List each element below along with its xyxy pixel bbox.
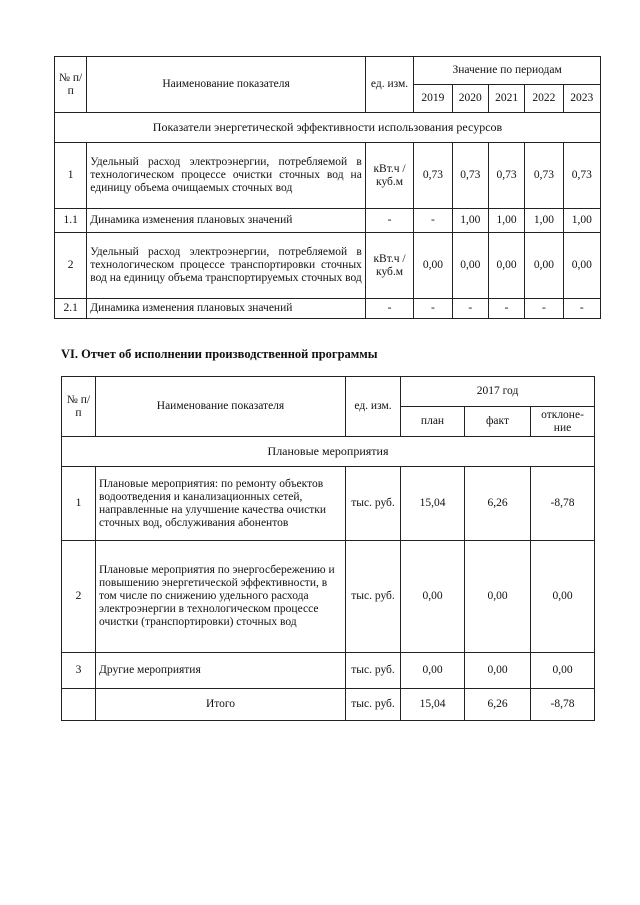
total-plan: 15,04	[401, 689, 465, 721]
row-unit: тыс. руб.	[346, 467, 401, 541]
row-value: -	[452, 299, 488, 319]
col-header-fact: факт	[465, 407, 531, 437]
table-row	[55, 299, 601, 319]
row-name: Динамика изменения плановых значений	[87, 209, 366, 233]
row-name: Динамика изменения плановых значений	[87, 299, 366, 319]
year-header: 2019	[414, 85, 452, 113]
row-unit: тыс. руб.	[346, 653, 401, 689]
row-value: 1,00	[488, 209, 524, 233]
row-fact: 6,26	[465, 467, 531, 541]
row-num: 2	[55, 233, 87, 299]
row-value: 1,00	[452, 209, 488, 233]
row-value: -	[488, 299, 524, 319]
row-value: 1,00	[525, 209, 563, 233]
total-label: Итого	[96, 689, 346, 721]
row-num: 3	[62, 653, 96, 689]
table-row	[62, 653, 595, 689]
col-header-name: Наименование показателя	[96, 377, 346, 437]
col-header-unit: ед. изм.	[346, 377, 401, 437]
energy-efficiency-table	[54, 56, 601, 319]
row-num: 1	[55, 143, 87, 209]
row-plan: 0,00	[401, 541, 465, 653]
row-name: Другие мероприятия	[96, 653, 346, 689]
row-unit: -	[365, 209, 413, 233]
year-header: 2023	[563, 85, 600, 113]
year-header: 2022	[525, 85, 563, 113]
col-header-year: 2017 год	[401, 377, 595, 407]
row-deviation: 0,00	[531, 541, 595, 653]
row-name: Удельный расход электроэнергии, потребляемой в технологическом процессе транспортировки сточных вод на единицу объема транспортируемых сточных вод	[87, 233, 366, 299]
row-value: 0,73	[525, 143, 563, 209]
row-num: 2	[62, 541, 96, 653]
table-row	[62, 467, 595, 541]
row-value: -	[414, 209, 452, 233]
row-value: 0,73	[563, 143, 600, 209]
table-row	[62, 541, 595, 653]
row-value: 0,00	[452, 233, 488, 299]
col-header-periods: Значение по периодам	[414, 57, 601, 85]
section-heading: VI. Отчет об исполнении производственной программы	[61, 347, 378, 361]
row-value: -	[563, 299, 600, 319]
row-unit: кВт.ч / куб.м	[365, 143, 413, 209]
row-deviation: -8,78	[531, 467, 595, 541]
row-value: 0,00	[563, 233, 600, 299]
col-header-num: № п/п	[62, 377, 96, 437]
row-value: 0,00	[525, 233, 563, 299]
col-header-plan: план	[401, 407, 465, 437]
section-row: Плановые мероприятия	[62, 437, 595, 467]
row-unit: кВт.ч / куб.м	[365, 233, 413, 299]
row-num: 1	[62, 467, 96, 541]
row-name: Плановые мероприятия: по ремонту объектов водоотведения и канализационных сетей, направленные на улучшение качества очистки сточных вод, обслуживания абонентов	[96, 467, 346, 541]
row-unit: -	[365, 299, 413, 319]
year-header: 2021	[488, 85, 524, 113]
row-fact: 0,00	[465, 653, 531, 689]
production-program-report-table	[61, 376, 595, 721]
row-fact: 0,00	[465, 541, 531, 653]
row-value: 0,73	[452, 143, 488, 209]
row-value: 0,73	[414, 143, 452, 209]
table-row	[55, 209, 601, 233]
row-plan: 15,04	[401, 467, 465, 541]
row-value: 0,73	[488, 143, 524, 209]
year-header: 2020	[452, 85, 488, 113]
row-num: 1.1	[55, 209, 87, 233]
table-row	[55, 233, 601, 299]
row-value: -	[525, 299, 563, 319]
col-header-unit: ед. изм.	[365, 57, 413, 113]
total-deviation: -8,78	[531, 689, 595, 721]
col-header-num: № п/п	[55, 57, 87, 113]
col-header-deviation: отклоне-ние	[531, 407, 595, 437]
row-value: -	[414, 299, 452, 319]
row-value: 1,00	[563, 209, 600, 233]
row-name: Удельный расход электроэнергии, потребляемой в технологическом процессе очистки сточных вод на единицу объема очищаемых сточных вод	[87, 143, 366, 209]
row-unit: тыс. руб.	[346, 689, 401, 721]
col-header-name: Наименование показателя	[87, 57, 366, 113]
row-num	[62, 689, 96, 721]
section-row: Показатели энергетической эффективности использования ресурсов	[55, 113, 601, 143]
row-deviation: 0,00	[531, 653, 595, 689]
row-plan: 0,00	[401, 653, 465, 689]
row-value: 0,00	[488, 233, 524, 299]
total-fact: 6,26	[465, 689, 531, 721]
row-num: 2.1	[55, 299, 87, 319]
row-value: 0,00	[414, 233, 452, 299]
total-row	[62, 689, 595, 721]
row-unit: тыс. руб.	[346, 541, 401, 653]
table-row	[55, 143, 601, 209]
row-name: Плановые мероприятия по энергосбережению и повышению энергетической эффективности, в том числе по снижению удельного расхода электроэнергии в технологическом процессе очистки (транспортировки) сточных вод	[96, 541, 346, 653]
